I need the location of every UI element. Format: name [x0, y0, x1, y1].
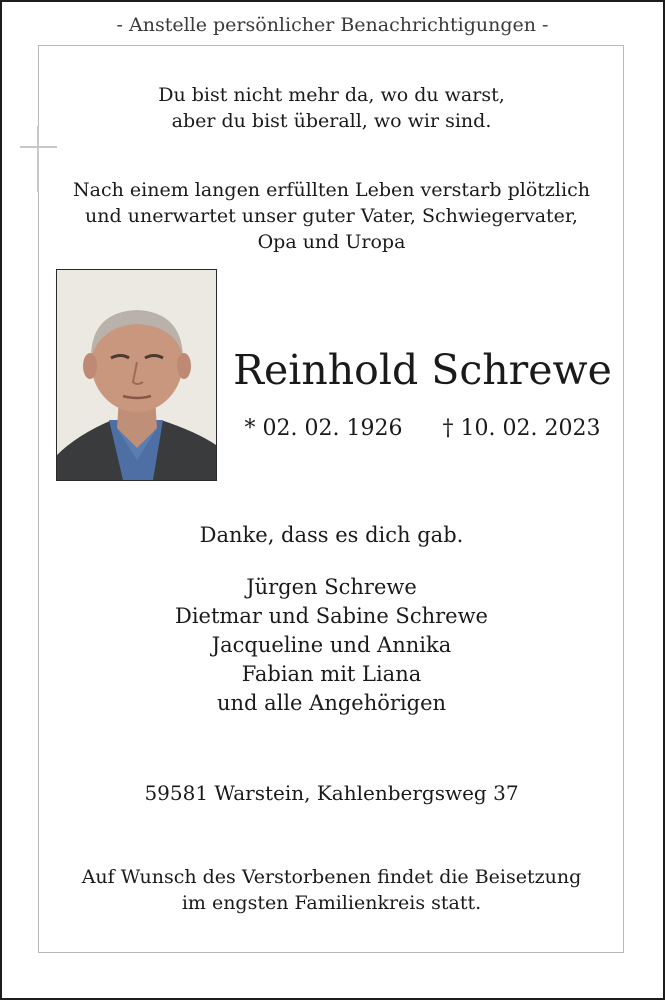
- mourner-name: Jürgen Schrewe: [246, 575, 417, 599]
- mourner-name: Jacqueline und Annika: [211, 633, 452, 657]
- birth-date: * 02. 02. 1926: [244, 416, 403, 441]
- notice-line: Auf Wunsch des Verstorbenen findet die Beisetzung: [81, 866, 582, 888]
- mourner-name: Fabian mit Liana: [241, 662, 422, 686]
- mourner-name: Dietmar und Sabine Schrewe: [175, 604, 488, 628]
- notice-line: im engsten Familienkreis statt.: [181, 892, 482, 914]
- intro-line: und unerwartet unser guter Vater, Schwiegervater,: [85, 205, 578, 227]
- intro-text: [38, 177, 625, 255]
- life-dates: [220, 416, 625, 441]
- thanks-text: Danke, dass es dich gab.: [199, 523, 464, 547]
- mourner-name: und alle Angehörigen: [216, 691, 447, 715]
- portrait-photo: [56, 269, 217, 481]
- deceased-name: Reinhold Schrewe: [233, 346, 612, 394]
- verse-line: Du bist nicht mehr da, wo du warst,: [158, 84, 505, 106]
- death-date: † 10. 02. 2023: [442, 416, 601, 441]
- verse-line: aber du bist überall, wo wir sind.: [171, 110, 492, 132]
- verse: [38, 82, 625, 134]
- header-note: - Anstelle persönlicher Benachrichtigungen -: [116, 14, 549, 36]
- portrait-image: [57, 270, 216, 480]
- mourners-list: [38, 573, 625, 718]
- burial-notice: [38, 864, 625, 916]
- address-text: 59581 Warstein, Kahlenbergsweg 37: [144, 781, 519, 805]
- address-block: [38, 780, 625, 806]
- thanks-line: [38, 521, 625, 549]
- intro-line: Opa und Uropa: [257, 231, 406, 253]
- intro-line: Nach einem langen erfüllten Leben verstarb plötzlich: [73, 179, 590, 201]
